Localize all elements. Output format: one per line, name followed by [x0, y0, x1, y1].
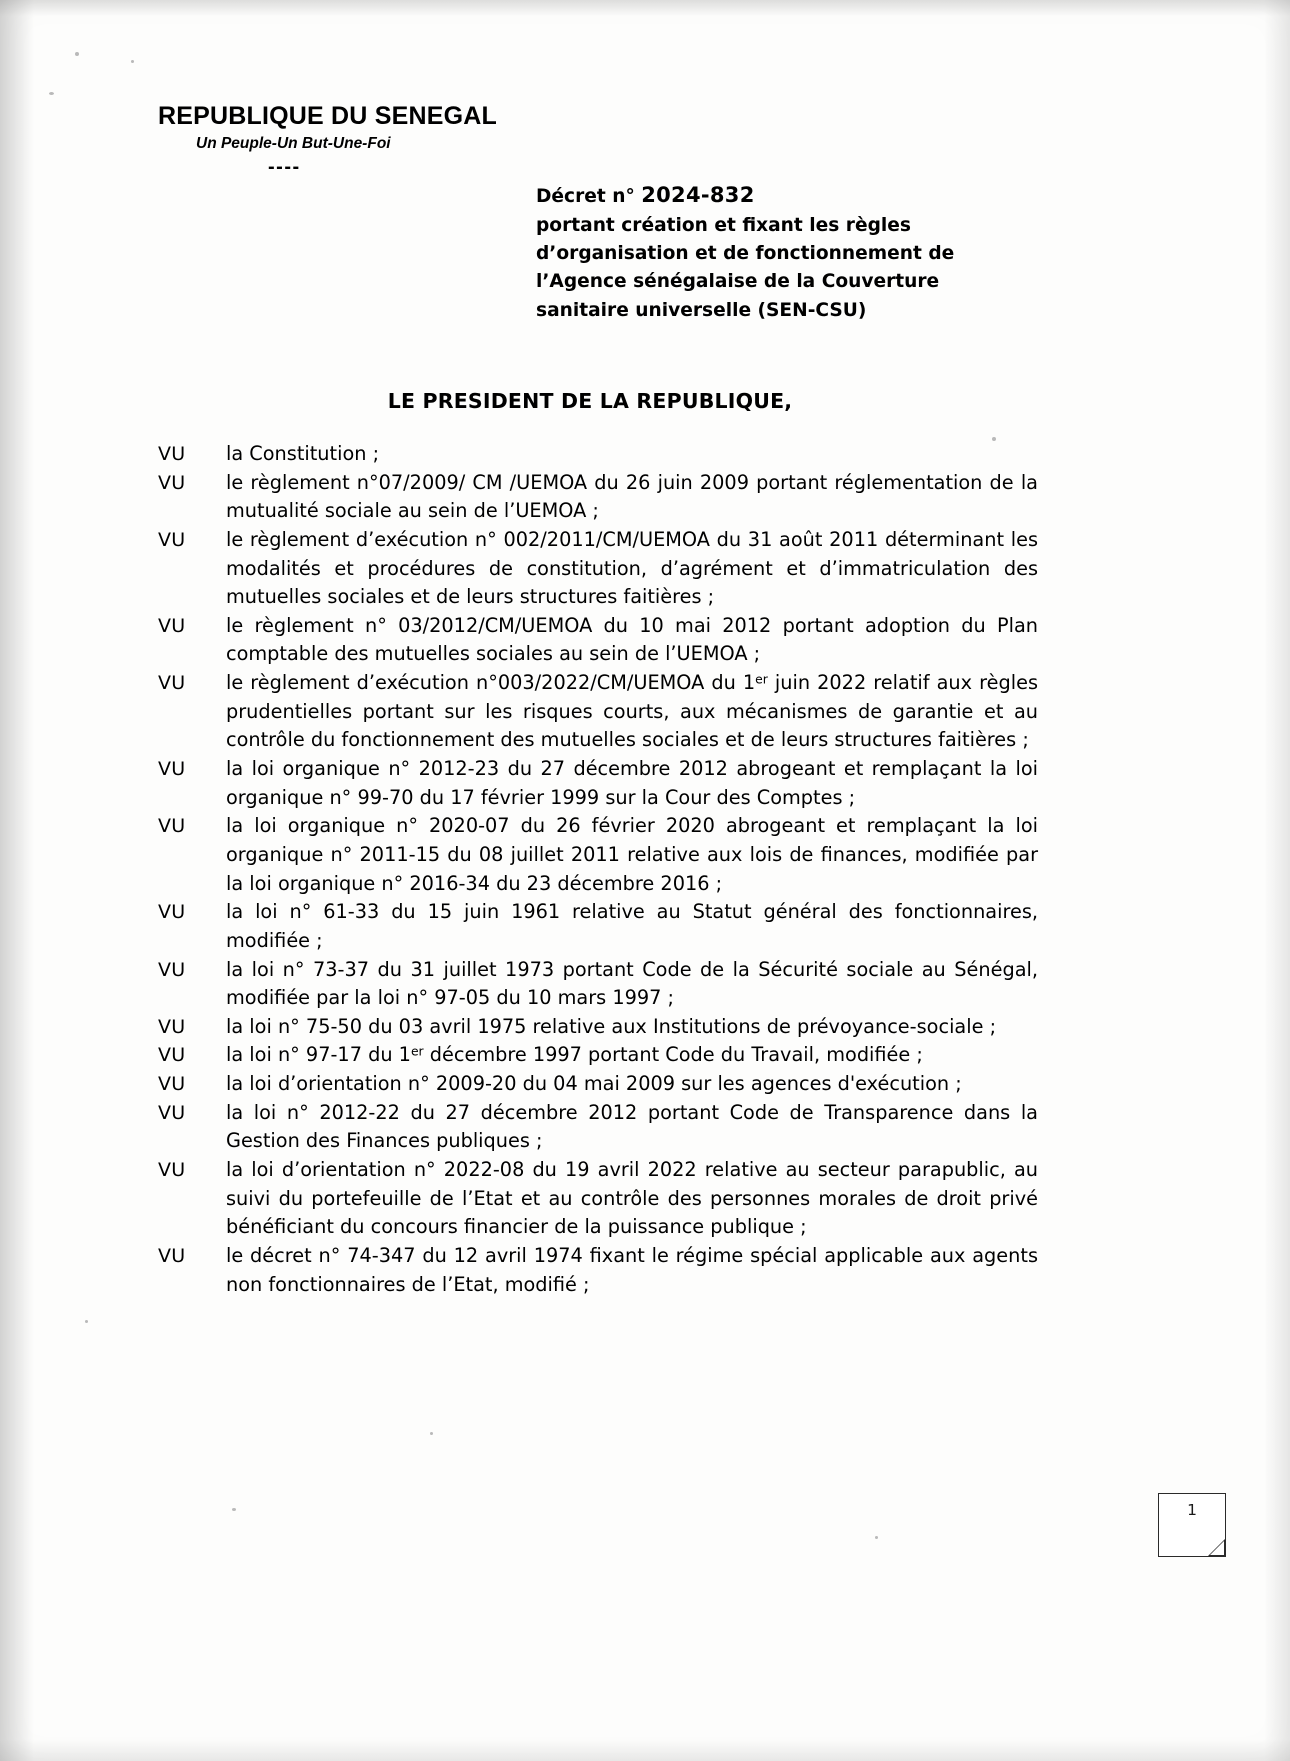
page-number: 1 [1187, 1501, 1197, 1519]
page-corner-fold-inner-icon [1210, 1541, 1224, 1555]
citation-vu-label: VU [158, 958, 186, 981]
citation-entry-loi-61-33 [158, 898, 1038, 955]
citation-entry-reglement-03-2012 [158, 612, 1038, 669]
citation-vu-label: VU [158, 672, 186, 695]
citation-text: le décret n° 74-347 du 12 avril 1974 fixant le régime spécial applicable aux agents non fonctionnaires de l’Etat, modifié ; [226, 1243, 1038, 1296]
citation-text: la Constitution ; [226, 442, 380, 465]
citation-vu-label: VU [158, 614, 186, 637]
decree-title-line-1: portant création et fixant les règles [536, 214, 911, 236]
scan-speckle [875, 1536, 878, 1539]
citation-vu-label: VU [158, 528, 186, 551]
citation-vu-label: VU [158, 1015, 186, 1038]
citation-text: la loi n° 75-50 du 03 avril 1975 relative aux Institutions de prévoyance-sociale ; [226, 1014, 997, 1038]
scan-edge-bottom [0, 1739, 1290, 1761]
citation-text: le règlement d’exécution n°003/2022/CM/UEMOA du 1er juin 2022 relatif aux règles prudentielles portant sur les risques courts, aux mécanismes de garantie et au contrôle du fonctionnement des mutuelles sociales et de leurs structures faitières ; [226, 671, 1038, 752]
decree-label: Décret n° [536, 186, 635, 207]
citation-entry-reglement-003-2022 [158, 669, 1038, 755]
citation-entry-loi-organique-2012-23 [158, 755, 1038, 812]
citation-text: la loi organique n° 2012-23 du 27 décembre 2012 abrogeant et remplaçant la loi organique n° 99-70 du 17 février 1999 sur la Cour des Comptes ; [226, 757, 1038, 809]
citation-list [158, 440, 1038, 1299]
citation-text: le règlement d’exécution n° 002/2011/CM/UEMOA du 31 août 2011 déterminant les modalités et procédures de constitution, d’agrément et d’immatriculation des mutuelles sociales et de leurs structures faitières ; [226, 527, 1038, 609]
republic-header-block [158, 102, 588, 178]
scan-speckle [49, 92, 54, 95]
republic-motto: Un Peuple-Un But-Une-Foi [196, 134, 391, 152]
decree-title-line-2: d’organisation et de fonctionnement de [536, 243, 955, 265]
decree-title-line-3: l’Agence sénégalaise de la Couverture [536, 271, 940, 293]
decree-number: 2024-832 [641, 183, 755, 207]
citation-entry-reglement-07-2009 [158, 469, 1038, 526]
citation-vu-label: VU [158, 1101, 186, 1124]
citation-entry-decret-74-347 [158, 1242, 1038, 1299]
citation-text: le règlement n° 03/2012/CM/UEMOA du 10 mai 2012 portant adoption du Plan comptable des mutuelles sociales au sein de l’UEMOA ; [226, 613, 1038, 666]
citation-entry-loi-97-17 [158, 1041, 1038, 1070]
citation-vu-label: VU [158, 758, 186, 781]
scan-speckle [75, 52, 79, 56]
citation-vu-label: VU [158, 901, 186, 924]
scan-speckle [232, 1508, 236, 1511]
scan-speckle [131, 60, 134, 63]
citation-vu-label: VU [158, 1244, 186, 1267]
header-divider-dashes: ---- [268, 155, 301, 178]
citation-text: la loi d’orientation n° 2009-20 du 04 mai 2009 sur les agences d'exécution ; [226, 1072, 962, 1096]
citation-text: la loi organique n° 2020-07 du 26 février 2020 abrogeant et remplaçant la loi organique n° 2011-15 du 08 juillet 2011 relative aux lois de finances, modifiée par la loi organique n° 2016-34 du 23 décembre 2016 ; [226, 814, 1038, 895]
citation-vu-label: VU [158, 815, 186, 838]
citation-entry-reglement-002-2011 [158, 526, 1038, 612]
citation-vu-label: VU [158, 1044, 186, 1067]
decree-number-line [536, 180, 1032, 212]
citation-vu-label: VU [158, 443, 186, 465]
citation-entry-loi-2012-22 [158, 1099, 1038, 1156]
scan-speckle [85, 1320, 88, 1323]
citation-text: la loi n° 61-33 du 15 juin 1961 relative au Statut général des fonctionnaires, modifiée ; [226, 900, 1038, 952]
scan-edge-right [1264, 0, 1290, 1761]
page-number-box [1158, 1493, 1226, 1557]
scan-edge-left [0, 0, 34, 1761]
scan-edge-top [0, 0, 1290, 16]
citation-vu-label: VU [158, 1073, 186, 1096]
decree-title-block [536, 180, 1032, 325]
citation-entry-constitution [158, 440, 1038, 469]
president-heading: LE PRESIDENT DE LA REPUBLIQUE, [387, 389, 793, 413]
citation-entry-loi-organique-2020-07 [158, 812, 1038, 898]
citation-entry-loi-2022-08 [158, 1156, 1038, 1242]
citation-entry-loi-2009-20 [158, 1070, 1038, 1099]
citation-entry-loi-75-50 [158, 1013, 1038, 1042]
scan-speckle [430, 1432, 433, 1435]
citation-text: le règlement n°07/2009/ CM /UEMOA du 26 juin 2009 portant réglementation de la mutualité sociale au sein de l’UEMOA ; [226, 470, 1038, 523]
republic-title: REPUBLIQUE DU SENEGAL [158, 102, 497, 130]
decree-title-line-4: sanitaire universelle (SEN-CSU) [536, 299, 867, 321]
citation-text: la loi n° 97-17 du 1er décembre 1997 portant Code du Travail, modifiée ; [226, 1043, 923, 1067]
citation-vu-label: VU [158, 471, 186, 494]
citation-text: la loi d’orientation n° 2022-08 du 19 avril 2022 relative au secteur parapublic, au suivi du portefeuille de l’Etat et au contrôle des personnes morales de droit privé bénéficiant du concours financier de la puissance publique ; [226, 1158, 1038, 1239]
citation-text: la loi n° 73-37 du 31 juillet 1973 portant Code de la Sécurité sociale au Sénégal, modifiée par la loi n° 97-05 du 10 mars 1997 ; [226, 957, 1038, 1010]
citation-vu-label: VU [158, 1159, 186, 1182]
citation-entry-loi-73-37 [158, 956, 1038, 1013]
citation-text: la loi n° 2012-22 du 27 décembre 2012 portant Code de Transparence dans la Gestion des Finances publiques ; [226, 1100, 1038, 1153]
